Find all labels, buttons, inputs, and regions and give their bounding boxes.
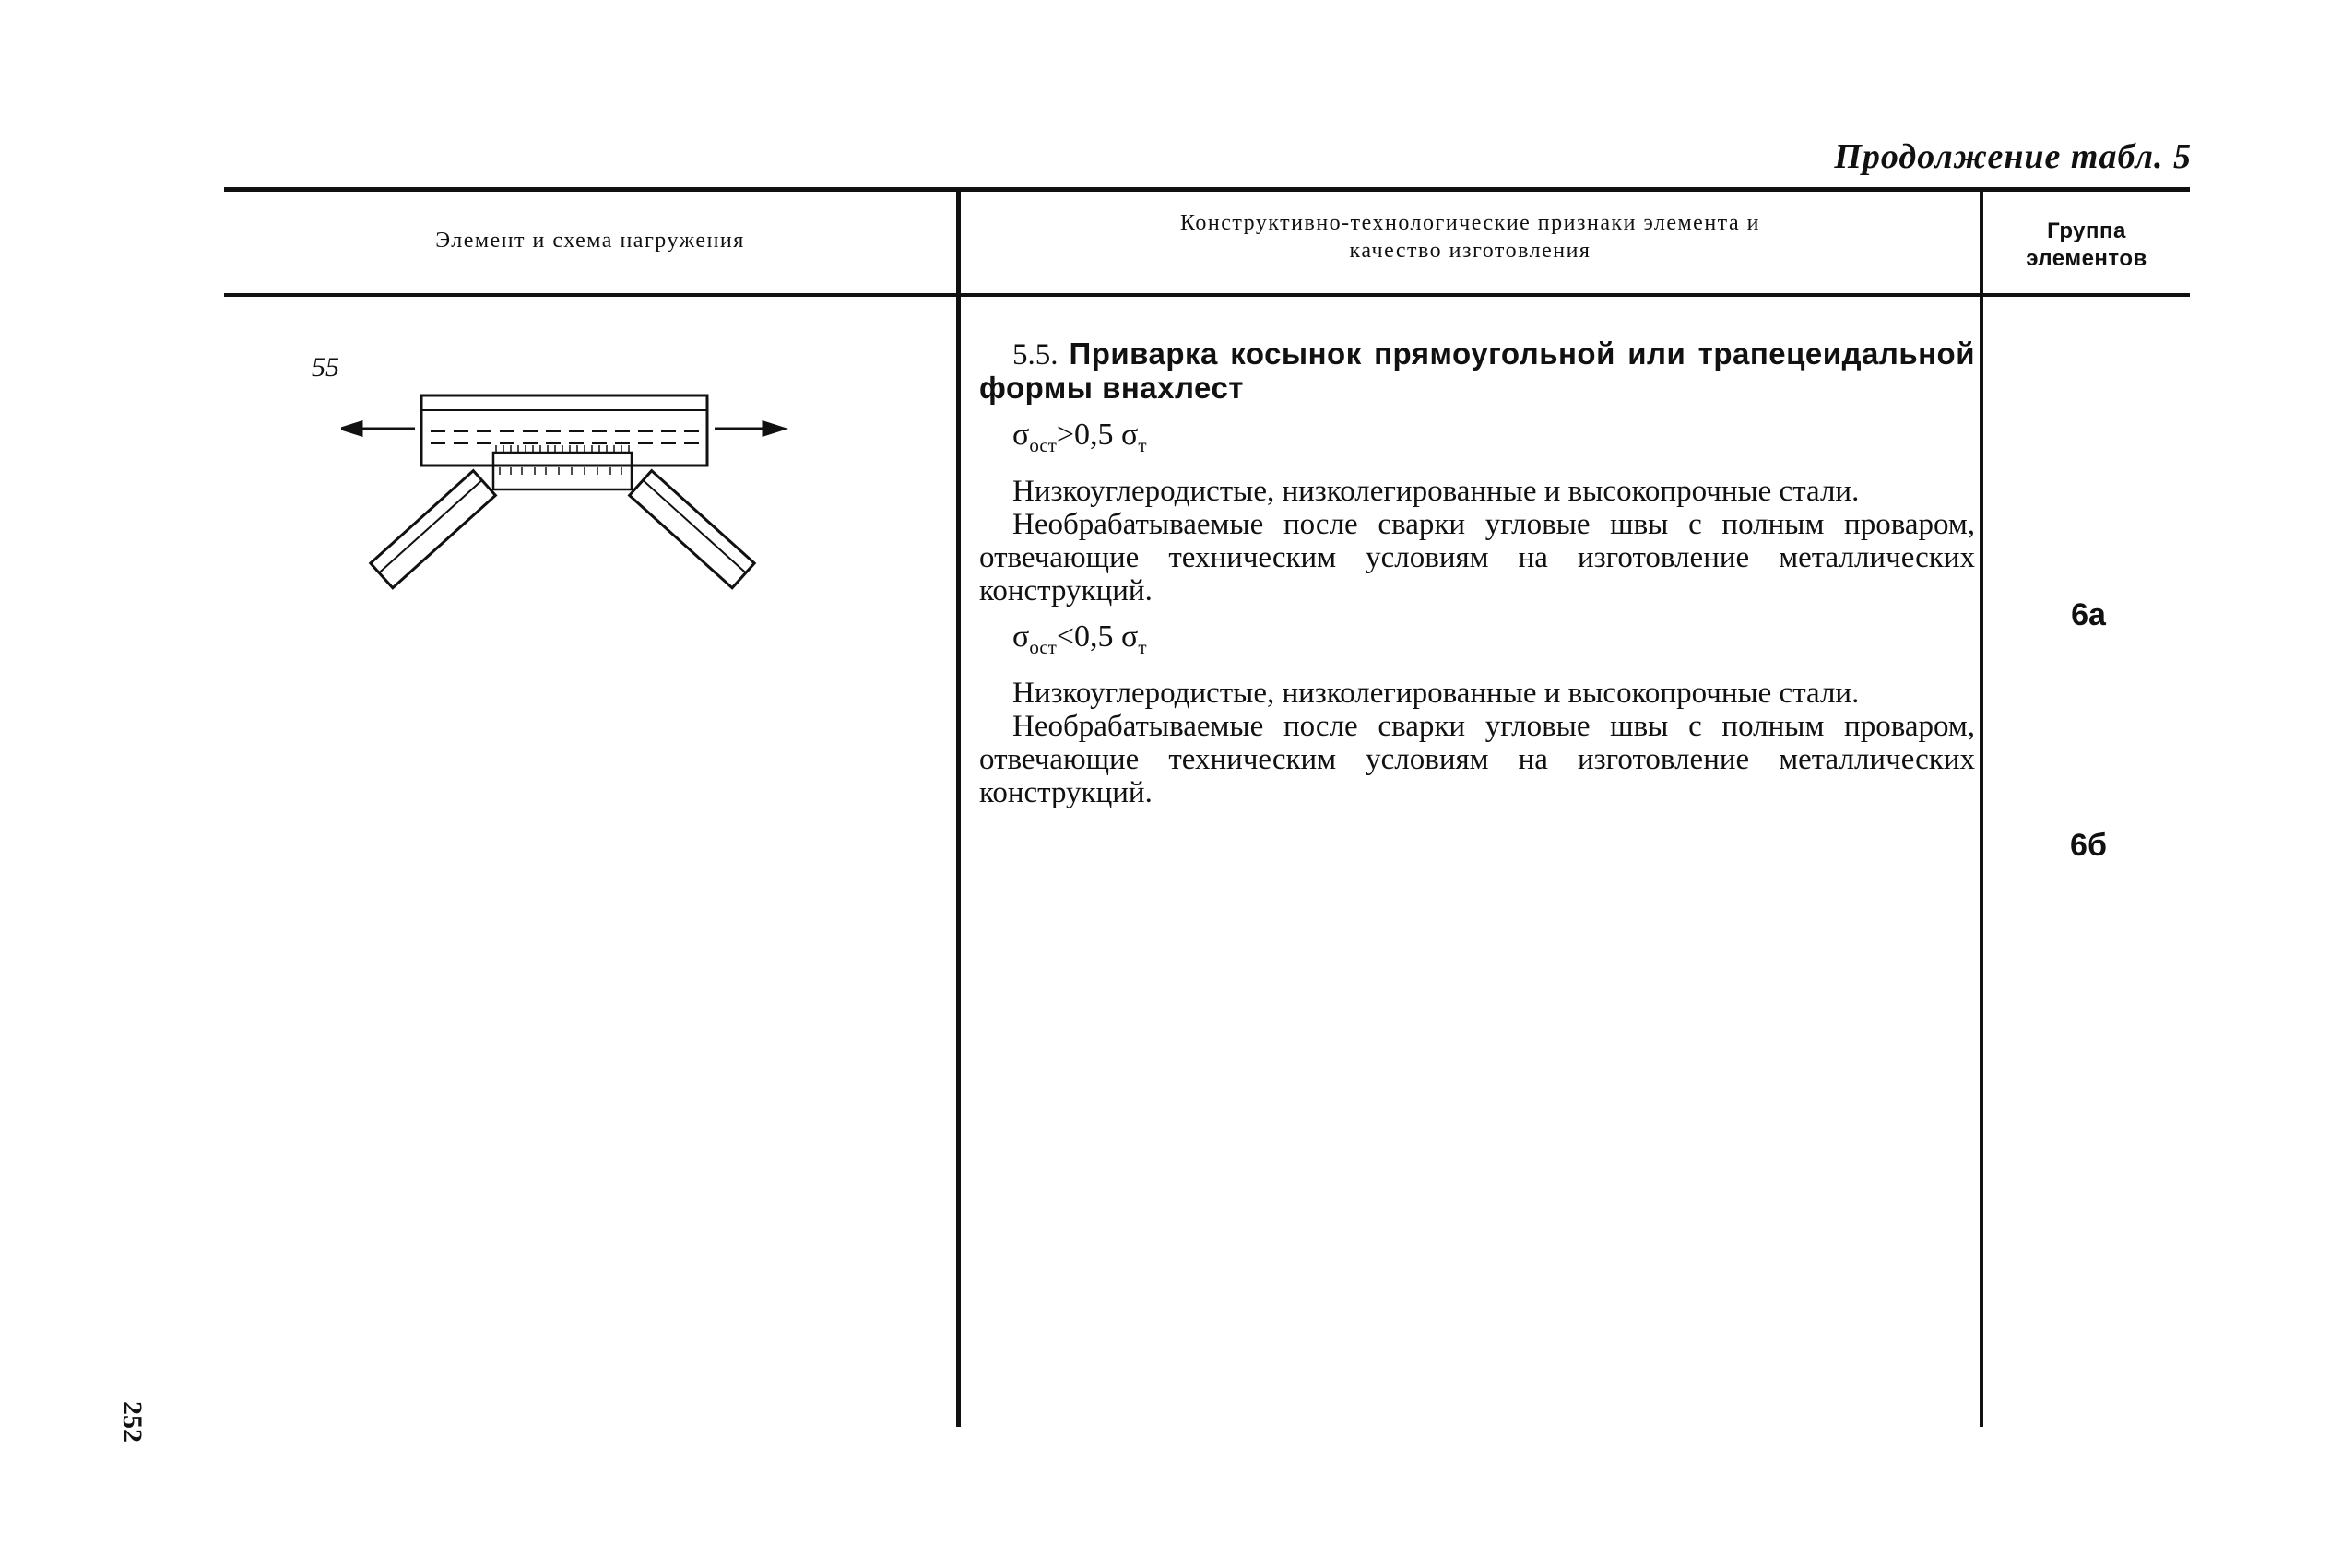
load-arrow-left [341, 422, 415, 435]
header-design-features: Конструктивно-технологические признаки элемента и качество изготовления [1180, 211, 1760, 263]
case1-material: Низкоуглеродистые, низколегированные и высокопрочные стали. [1012, 474, 1860, 508]
table-top-rule [224, 187, 2190, 192]
item-title: Приварка косынок прямоугольной или трапецеидальной формы внахлест [979, 336, 1975, 405]
condition-formula-2: $\sigma_{ост}<0,5$ $\sigma_т$ [1012, 619, 1147, 658]
table-continuation-caption: Продолжение табл. 5 [1834, 137, 2192, 176]
header-bottom-rule [224, 293, 2190, 297]
element-number: 55 [312, 352, 339, 383]
case1-weld-quality: Необрабатываемые после сварки угловые швы с полным проваром, отвечающие техническим условиям на изготовление металлических конструкций. [979, 507, 1975, 607]
header-element-and-loading: Элемент и схема нагружения [435, 229, 745, 253]
case2-material: Низкоуглеродистые, низколегированные и высокопрочные стали. [1012, 676, 1860, 710]
group-value-case1: 6а [2071, 597, 2106, 632]
row-description [979, 337, 1975, 809]
loading-scheme-diagram [341, 383, 802, 595]
condition-formula-1: $\sigma_{ост}>0,5$ $\sigma_т$ [1012, 418, 1147, 456]
load-arrow-right [715, 422, 784, 435]
item-number: 5.5. [1012, 338, 1059, 371]
right-brace [630, 471, 755, 588]
page-number: 252 [117, 1401, 148, 1443]
column-divider-2 [1980, 192, 1983, 1427]
column-divider-1 [956, 192, 961, 1427]
header-element-group: Группа элементов [2026, 218, 2147, 271]
group-value-case2: 6б [2070, 828, 2107, 863]
item-heading [979, 337, 1975, 406]
case2-weld-quality: Необрабатываемые после сварки угловые швы с полным проваром, отвечающие техническим условиям на изготовление металлических конструкций. [979, 709, 1975, 809]
left-brace [371, 471, 496, 588]
